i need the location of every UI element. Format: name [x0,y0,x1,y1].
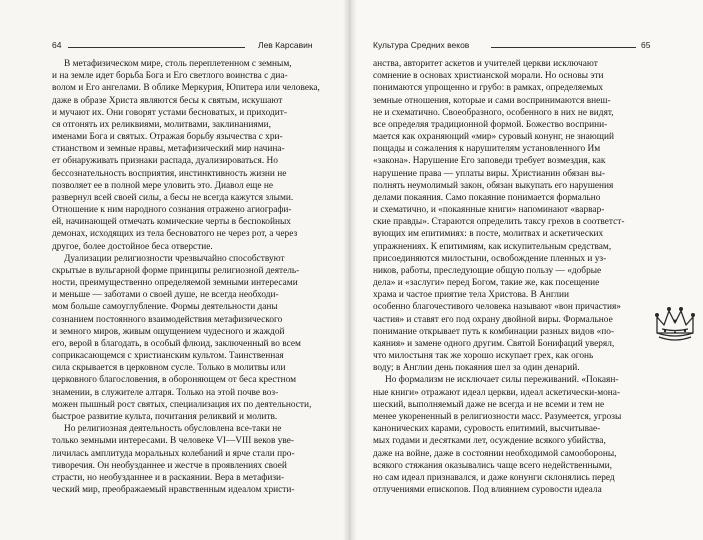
text-line: пощады и сожаления к нарушителям установленного Им [373,144,601,155]
text-line: ников, работы, преследующие общую пользу — «добрые [373,265,602,276]
text-line: можен пышный рост святых, специализация их по деятельности, [52,399,312,410]
text-line: не и схематично. Своеобразного, особенного в них не видят, [373,107,614,118]
text-line: особенно благочестивого человека называют «вон причастия» [373,302,621,313]
text-line: ся отгонять их реликвиями, молитвами, заклинаниями, [52,119,271,130]
text-line: даже на войне, даже в состоянии необходимой самообороны, [373,448,617,459]
text-line: анства, авторитет аскетов и учителей церкви исключают [373,59,598,69]
text-line: ные книги» отражают идеал церкви, идеал аскетически-мона- [373,387,621,398]
text-line: ческий мир, преображаемый нравственным идеалом христи- [52,485,295,496]
text-line: что милостыня так же хорошо искупает грех, как огонь [373,351,594,362]
text-line: позволяет ее в полной мере уловить это. Диавол еще не [52,180,273,191]
text-line: храма и частое приятие тела Христова. В Англии [373,290,569,301]
text-line: даже в образе Христа являются бесы к святым, искушают [52,95,283,106]
text-line: «закона». Нарушение Его заповеди требует возмездия, как [373,156,606,167]
text-line: земные отношения, которые и сами воспринимаются внеш- [373,95,611,106]
crown-ornament-icon [653,303,697,343]
text-line: но сам идеал признавался, и даже конунги склонялись перед [373,472,615,483]
text-line: только земными интересами. В человеке VI—VIII веков уве- [52,436,295,447]
right-body-text [373,58,656,496]
text-line: канонических карами, суровость епитимий, высчитывае- [373,424,601,435]
text-line: каяния» и замене одного другим. Святой Бонифаций уверял, [373,338,615,349]
right-running-head: Культура Средних веков [373,40,470,50]
text-line: и схематично, и «покаянные книги» напоминают «варвар- [373,205,605,216]
text-line: ет обнаруживать признаки распада, дуализироваться. Но [52,156,278,167]
text-line: В метафизическом мире, столь переплетенном с земным, [64,59,292,69]
text-line: и меньше — заботами о своей душе, не всегда необходи- [52,290,279,301]
text-line: личилась амплитуда моральных колебаний и ярче стали про- [52,448,295,459]
text-line: знамении, в служителе алтаря. Только на этой почве воз- [52,387,279,398]
text-line: присоединяются милостыни, освобождение пленных и уз- [373,253,607,264]
text-line: тиворечия. Он необузданнее и жестче в проявлениях своей [52,460,287,471]
text-line: его, верой в благодать, в особый флюид, заключенный во всем [52,338,301,349]
text-line: страсти, но необузданнее и в раскаянии. Вера в метафизи- [52,472,285,483]
text-line: частия» и ставят его под охрану двойной виры. Формальное [373,314,613,325]
text-line: церковного благословения, в обороняющем от беса крестном [52,375,297,386]
text-line: Но формализм не исключает силы переживаний. «Покаян- [385,375,619,386]
text-line: воду; в Англии день покаяния шел за один денарий. [373,363,580,374]
text-line: менее укорененный в религиозности масс. Разумеется, угрозы [373,411,622,422]
text-line: скрытые в вульгарной форме принципы религиозной деятель- [52,265,300,276]
text-line: делами покаяния. Само покаяние понимается формально [373,192,601,203]
text-line: все определяя традиционной формой. Божество восприни- [373,119,608,130]
text-line: Отношение к ним народного сознания отражено агиографи- [52,205,292,216]
text-line: всякого стяжания оказывались чаще всего недейственными, [373,460,612,471]
text-line: нарушение права — уплаты виры. Христианин обязан вы- [373,168,606,179]
text-line: другое, более достойное беса отверстие. [52,241,213,252]
text-line: понимаются упрощенно и грубо: в рамках, определяемых [373,83,604,94]
text-line: и земного миров, живым ощущением чудесного и жаждой [52,326,285,337]
text-line: дела» и «заслуги» перед Богом, такие же, как посещение [373,278,600,289]
left-header-rule [68,47,245,48]
left-running-header [52,40,330,54]
text-line: соприкасающемся с христианским культом. Таинственная [52,351,284,362]
text-line: ские правды». Стараются определить таксу грехов в соответст- [373,217,625,228]
text-line: сила скрывается в церковном сусле. Только в молитвы или [52,363,286,374]
book-gutter [343,0,357,540]
text-line: Дуализации религиозности чрезвычайно способствуют [64,253,285,264]
text-line: демонах, исходящих из тела бесноватого не через рот, а через [52,229,298,240]
text-line: именами Бога и святых. Отражая борьбу язычества с хри- [52,132,283,143]
text-line: Но религиозная деятельность обусловлена все-таки не [64,424,282,435]
text-line: быстрое развитие культа, почитания реликвий и молитв. [52,411,278,422]
right-header-rule [491,47,636,48]
left-body-text [52,58,332,496]
text-line: отлучениями епископов. Под влиянием суровости идеала [373,485,602,496]
text-line: сомнение в основах христианской морали. Но основы эти [373,71,604,82]
text-line: бессознательность восприятия, инстинктивность жизни не [52,168,287,179]
text-line: полнять неумолимый закон, обязан выкупать его нарушения [373,180,614,191]
text-line: вующих им епитимиях: в посте, молитвах и аскетических [373,229,604,240]
text-line: волом и Его ангелами. В облике Меркурия, Юпитера или человека, [52,83,320,94]
text-line: понимание открывает путь к комбинации разных видов «по- [373,326,615,337]
text-line: мых годами и десятками лет, осуждение всякого убийства, [373,436,606,447]
right-running-header [373,40,656,54]
right-page-number: 65 [641,40,651,50]
text-line: сознанием постоянного взаимодействия метафизического [52,314,283,325]
text-line: и на земле идет борьба Бога и Его светлого воинства с диа- [52,71,288,82]
text-line: мается как охраняющий «мир» суровый конунг, не знающий [373,132,614,143]
left-running-head: Лев Карсавин [258,40,313,50]
text-line: и мучают их. Они говорят устами бесноватых, и приходит- [52,107,287,118]
text-line: упражнениях. К епитимиям, как искупительным средствам, [373,241,612,252]
text-line: шеский, выполняемый даже не всегда и не всеми и тем не [373,399,605,410]
text-line: развернул всей своей силы, а бесы не всегда кажутся злыми. [52,192,294,203]
text-line: мом больше самоуглубление. Формы деятельности даны [52,302,278,313]
left-page-number: 64 [52,40,62,50]
text-line: стианством и земные нравы, метафизический мир начина- [52,144,285,155]
text-line: ности, преимущественно определяемой земными интересами [52,278,298,289]
text-line: ей, начинающей отмечать комические черты в беспокойных [52,217,291,228]
